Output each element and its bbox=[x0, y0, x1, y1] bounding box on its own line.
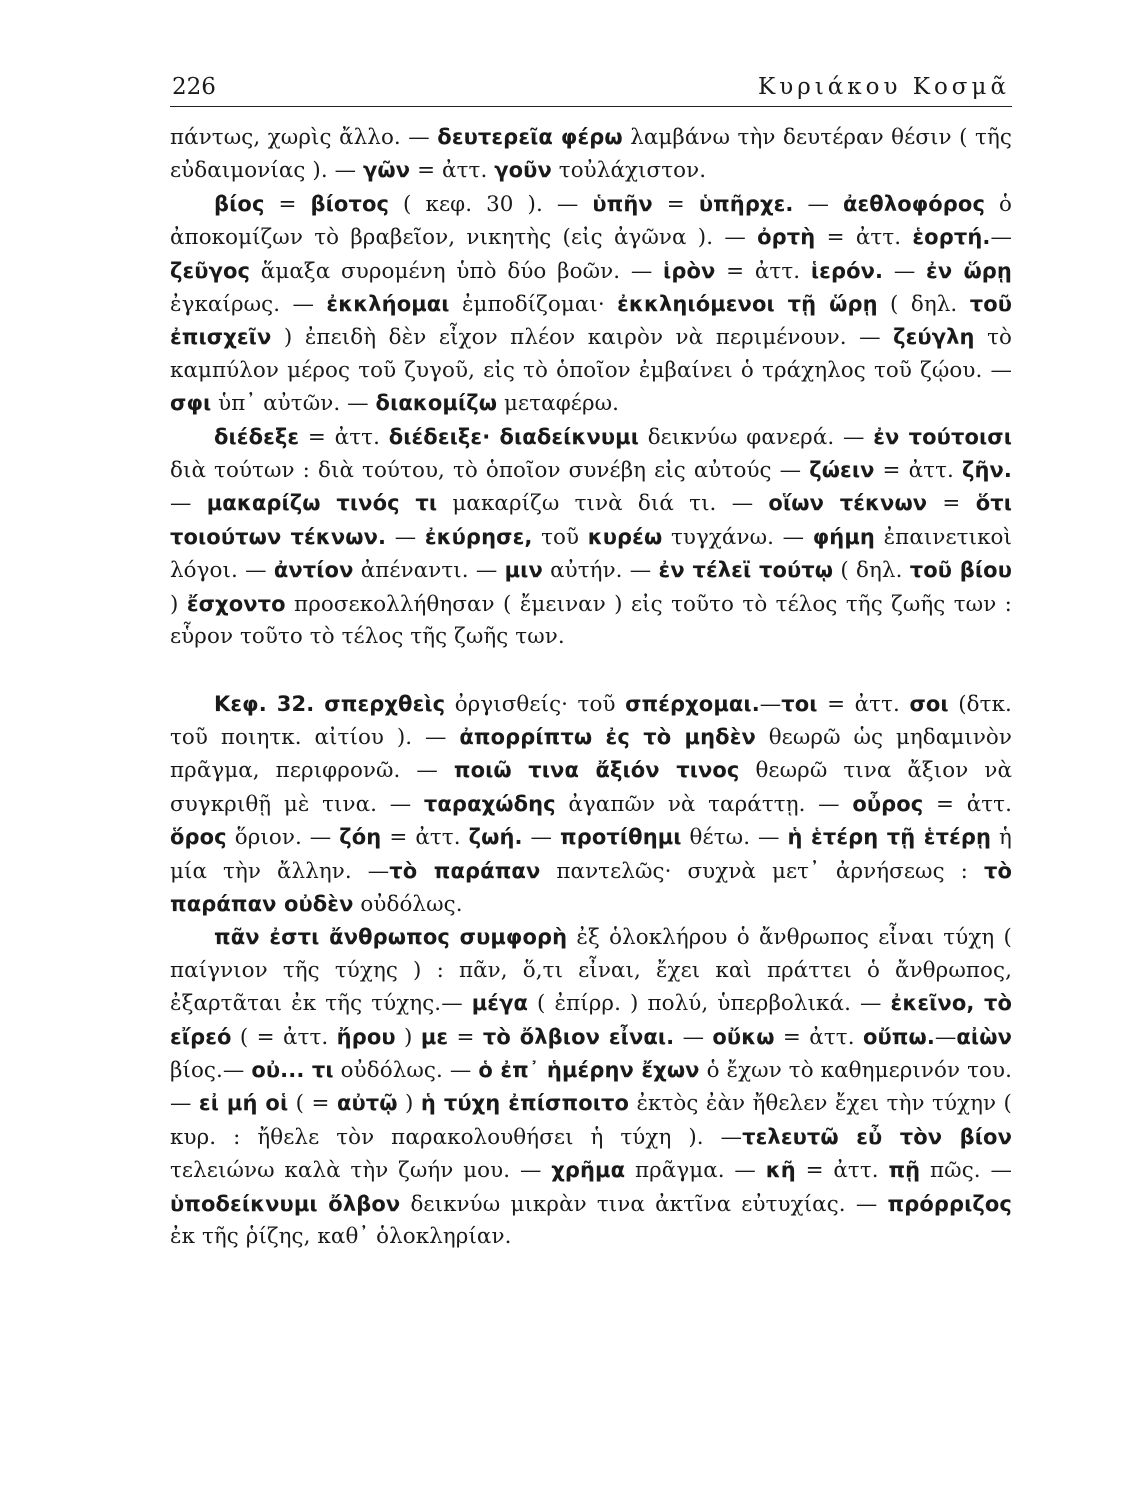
gloss-text: ( = bbox=[288, 1091, 337, 1117]
bold-term: ποιῶ τινα ἄξιόν τινος bbox=[453, 758, 740, 783]
bold-term: ἐν τούτοισι bbox=[873, 424, 1012, 449]
gloss-text: ἀγαπῶν νὰ ταράττῃ. — bbox=[555, 791, 853, 817]
bold-term: πᾶν ἐστι ἄνθρωπος συμφορὴ bbox=[214, 925, 568, 950]
gloss-text: τυγχάνω. — bbox=[662, 524, 813, 550]
gloss-text: πρᾶγμα. — bbox=[625, 1158, 766, 1184]
bold-term: πῇ bbox=[888, 1158, 921, 1183]
bold-term: μιν bbox=[504, 558, 543, 583]
bold-term: αὐτῷ bbox=[336, 1091, 398, 1116]
bold-term: ἐν ὥρῃ bbox=[926, 258, 1012, 283]
bold-term: οὐ... τι bbox=[251, 1057, 334, 1082]
gloss-text: ἐξ ὁλοκλήρου ὁ ἄνθρωπος εἶναι τύχη ( παίγνιον τῆς τύχης ) : πᾶν, ὅ,τι εἶναι, ἔχει καὶ πράττει ὁ ἄνθρωπος, ἐξαρτᾶται ἐκ τῆς τύχης.— bbox=[170, 925, 1012, 1017]
gloss-text: ὑπ᾽ αὐτῶν. — bbox=[211, 391, 376, 417]
bold-term: χρῆμα bbox=[551, 1158, 626, 1183]
gloss-text: = ἀττ. bbox=[817, 691, 910, 717]
gloss-text: ) bbox=[397, 1091, 421, 1117]
gloss-text: — bbox=[934, 1024, 957, 1050]
bold-term: διακομίζω bbox=[375, 391, 498, 416]
gloss-text: — bbox=[990, 225, 1012, 251]
gloss-text: ὀργισθείς· τοῦ bbox=[445, 691, 626, 717]
gloss-text: = bbox=[652, 191, 699, 217]
gloss-text: οὐδόλως. bbox=[353, 891, 463, 917]
gloss-text: — bbox=[759, 691, 782, 717]
bold-term: ζεύγλη bbox=[893, 325, 975, 350]
gloss-text: = ἀττ. bbox=[815, 225, 913, 251]
bold-term: γῶν bbox=[363, 158, 411, 183]
gloss-text: = ἀττ. bbox=[874, 458, 962, 484]
bold-term: ζῆν. bbox=[961, 458, 1012, 483]
bold-term: ἐκύρησε, bbox=[424, 524, 533, 549]
gloss-text: = ἀττ. bbox=[410, 158, 495, 184]
bold-term: ἀπορρίπτω ἐς τὸ μηδὲν bbox=[459, 724, 756, 749]
bold-term: ἱρὸν bbox=[663, 258, 716, 283]
gloss-text: προσεκολλήθησαν ( ἔμειναν ) εἰς τοῦτο τὸ τέλος τῆς ζωῆς των : εὗρον τοῦτο τὸ τέλος τῆς ζωῆς των. bbox=[170, 591, 1012, 650]
bold-term: ζώειν bbox=[809, 458, 875, 483]
bold-term: εἰ μή οἱ bbox=[198, 1091, 289, 1116]
bold-term: φήμη bbox=[812, 524, 875, 549]
gloss-text: θεωρῶ ὡς μηδαμινὸν πρᾶγμα, περιφρονῶ. — bbox=[170, 724, 1012, 784]
bold-term: σοι bbox=[909, 691, 949, 716]
bold-term: Κεφ. 32. σπερχθεὶς bbox=[214, 691, 446, 716]
bold-term: ἀεθλοφόρος bbox=[842, 191, 986, 216]
gloss-text: λαμβάνω τὴν δευτέραν θέσιν ( τῆς εὐδαιμονίας ). — bbox=[170, 125, 1012, 184]
bold-term: ἤρου bbox=[336, 1024, 396, 1049]
gloss-text: = ἀττ. bbox=[381, 825, 469, 851]
gloss-text: ) ἐπειδὴ δὲν εἶχον πλέον καιρὸν νὰ περιμένουν. — bbox=[271, 325, 894, 351]
gloss-text: ( = ἀττ. bbox=[231, 1024, 337, 1050]
gloss-text: — bbox=[522, 825, 561, 851]
gloss-text: θέτω. — bbox=[681, 825, 788, 851]
bold-term: ἱερόν. bbox=[810, 258, 884, 283]
bold-term: ἔσχοντο bbox=[186, 591, 286, 616]
bold-term: ὅρος bbox=[170, 825, 227, 850]
bold-term: ἐκκληιόμενοι τῇ ὥρῃ bbox=[617, 292, 878, 317]
bold-term: ζόη bbox=[339, 825, 382, 850]
gloss-text: = bbox=[448, 1024, 483, 1050]
gloss-text: ἐπαινετικοὶ λόγοι. — bbox=[170, 524, 1013, 584]
gloss-text: ἐμποδίζομαι· bbox=[449, 292, 618, 318]
bold-term: ἑορτή. bbox=[912, 225, 991, 250]
bold-term: κυρέω bbox=[587, 524, 663, 549]
running-title: Κυριάκου Κοσμᾶ bbox=[758, 74, 1010, 100]
bold-term: αἰὼν bbox=[956, 1024, 1012, 1049]
paragraph bbox=[170, 121, 1012, 188]
bold-term: ζωή. bbox=[468, 825, 523, 850]
bold-term: γοῦν bbox=[494, 158, 552, 183]
gloss-text: παντελῶς· συχνὰ μετ᾽ ἀρνήσεως : bbox=[540, 858, 984, 884]
bold-term: ὑπῆρχε. bbox=[698, 191, 794, 216]
bold-term: τοῦ βίου bbox=[909, 558, 1012, 583]
bold-term: τὸ παράπαν οὐδὲν bbox=[170, 858, 1012, 916]
bold-term: σφι bbox=[170, 391, 212, 416]
gloss-text: = bbox=[264, 191, 311, 217]
bold-term: ζεῦγος bbox=[170, 258, 251, 283]
bold-term: κῆ bbox=[765, 1158, 796, 1183]
gloss-text: ἐγκαίρως. — bbox=[170, 292, 327, 318]
gloss-text: ἐκ τῆς ῥίζης, καθ᾽ ὁλοκληρίαν. bbox=[170, 1224, 512, 1249]
bold-term: οὖρος bbox=[852, 791, 924, 816]
gloss-text: ἅμαξα συρομένη ὑπὸ δύο βοῶν. — bbox=[250, 258, 664, 284]
paragraph bbox=[170, 688, 1012, 922]
gloss-text: πάντως, χωρὶς ἄλλο. — bbox=[170, 125, 438, 150]
bold-term: οἵων τέκνων bbox=[768, 491, 928, 516]
gloss-text: ( δηλ. bbox=[877, 292, 970, 318]
gloss-text: = bbox=[927, 491, 976, 517]
bold-term: ἡ ἑτέρη τῇ ἑτέρῃ bbox=[787, 825, 992, 850]
gloss-text: ὁ ἔχων τὸ καθημερινόν του. — bbox=[170, 1057, 1012, 1117]
gloss-text: δεικνύω μικρὰν τινα ἀκτῖνα εὐτυχίας. — bbox=[400, 1191, 888, 1217]
bold-term: δευτερεῖα φέρω bbox=[437, 125, 623, 149]
gloss-text: = ἀττ. bbox=[923, 791, 1013, 817]
gloss-text: αὐτήν. — bbox=[542, 558, 659, 584]
bold-term: ὀρτὴ bbox=[757, 225, 816, 250]
gloss-text: = ἀττ. bbox=[715, 258, 811, 284]
bold-term: μέγα bbox=[471, 991, 529, 1016]
bold-term: με bbox=[420, 1024, 449, 1049]
gloss-text: θεωρῶ τινα ἄξιον νὰ συγκριθῇ μὲ τινα. — bbox=[170, 758, 1012, 817]
bold-term: διέδεξε bbox=[214, 424, 300, 449]
gloss-text: τελειώνω καλὰ τὴν ζωήν μου. — bbox=[170, 1158, 552, 1184]
gloss-text: = ἀττ. bbox=[795, 1158, 889, 1184]
gloss-text: ἐκτὸς ἐὰν ἤθελεν ἔχει τὴν τύχην ( κυρ. : ἤθελε τὸν παρακολουθήσει ἡ τύχη ). — bbox=[170, 1091, 1012, 1150]
gloss-text: ἀπέναντι. — bbox=[353, 558, 505, 584]
bold-term: ἐκεῖνο, τὸ εἴρεό bbox=[170, 991, 1012, 1049]
gloss-text: βίος.— bbox=[170, 1057, 252, 1083]
gloss-text: (δτκ. τοῦ ποιητκ. αἰτίου ). — bbox=[170, 691, 1012, 750]
gloss-text: — bbox=[793, 191, 843, 217]
gloss-text: διὰ τούτων : διὰ τούτου, τὸ ὁποῖον συνέβη εἰς αὐτούς — bbox=[170, 458, 810, 484]
gloss-text: — bbox=[170, 491, 207, 517]
gloss-text: ὁ ἀποκομίζων τὸ βραβεῖον, νικητὴς (εἰς ἀγῶνα ). — bbox=[170, 191, 1012, 251]
bold-term: τὸ ὄλβιον εἶναι. bbox=[482, 1024, 675, 1049]
bold-term: τοι bbox=[781, 691, 818, 716]
bold-term: ὁ ἐπ᾽ ἡμέρην ἔχων bbox=[478, 1057, 700, 1082]
bold-term: ἀντίον bbox=[273, 558, 354, 583]
gloss-text: ( δηλ. bbox=[833, 558, 910, 584]
bold-term: ταραχώδης bbox=[423, 791, 556, 816]
gloss-text: — bbox=[386, 524, 425, 550]
gloss-text: μακαρίζω τινὰ διά τι. — bbox=[437, 491, 769, 517]
bold-term: πρόρριζος bbox=[887, 1191, 1012, 1216]
bold-term: ὑπῆν bbox=[592, 191, 653, 216]
bold-term: τελευτῶ εὖ τὸν βίον bbox=[742, 1124, 1012, 1149]
bold-term: ὑποδείκνυμι ὄλβον bbox=[170, 1191, 401, 1216]
gloss-text: ἡ μία τὴν ἄλλην. — bbox=[170, 825, 1012, 884]
bold-term: ὅτι τοιούτων τέκνων. bbox=[170, 491, 1013, 549]
bold-term: τὸ παράπαν bbox=[389, 858, 541, 883]
gloss-text: μεταφέρω. bbox=[497, 391, 620, 417]
bold-term: οὔπω. bbox=[862, 1024, 935, 1049]
gloss-text: τοῦ bbox=[532, 524, 588, 550]
bold-term: τοῦ ἐπισχεῖν bbox=[170, 292, 1013, 350]
bold-term: ἐν τέλεϊ τούτῳ bbox=[658, 558, 834, 583]
bold-term: μακαρίζω τινός τι bbox=[206, 491, 438, 516]
gloss-text: ὅριον. — bbox=[226, 825, 340, 851]
paragraph bbox=[170, 921, 1012, 1253]
gloss-text: = ἀττ. bbox=[774, 1024, 863, 1050]
paragraph bbox=[170, 421, 1012, 654]
bold-term: ἡ τύχη ἐπίσποιτο bbox=[420, 1091, 630, 1116]
gloss-text: = ἀττ. bbox=[299, 424, 389, 450]
gloss-text: ( ἐπίρρ. ) πολύ, ὑπερβολικά. — bbox=[528, 991, 891, 1017]
bold-term: βίος bbox=[214, 191, 265, 216]
gloss-text: ) bbox=[170, 591, 187, 617]
gloss-text: ) bbox=[395, 1024, 421, 1050]
bold-term: διέδειξε· διαδείκνυμι bbox=[388, 424, 639, 449]
gloss-text: τὸ καμπύλον μέρος τοῦ ζυγοῦ, εἰς τὸ ὁποῖον ἐμβαίνει ὁ τράχηλος τοῦ ζῴου. — bbox=[170, 325, 1012, 383]
gloss-text: — bbox=[883, 258, 927, 284]
bold-term: οὔκω bbox=[712, 1024, 775, 1049]
bold-term: βίοτος bbox=[310, 191, 390, 216]
gloss-text: πῶς. — bbox=[920, 1158, 1012, 1184]
body-text bbox=[170, 121, 1012, 1253]
gloss-text: — bbox=[674, 1024, 713, 1050]
page-header bbox=[170, 72, 1012, 107]
gloss-text: τοὐλάχιστον. bbox=[551, 158, 707, 184]
bold-term: προτίθημι bbox=[560, 825, 682, 850]
bold-term: ἐκκλήομαι bbox=[326, 292, 450, 317]
bold-term: σπέρχομαι. bbox=[625, 691, 760, 716]
gloss-text: ( κεφ. 30 ). — bbox=[389, 191, 593, 217]
paragraph bbox=[170, 188, 1012, 421]
gloss-text: οὐδόλως. — bbox=[333, 1057, 479, 1083]
gloss-text: δεικνύω φανερά. — bbox=[638, 424, 874, 450]
page-number: 226 bbox=[172, 74, 216, 100]
